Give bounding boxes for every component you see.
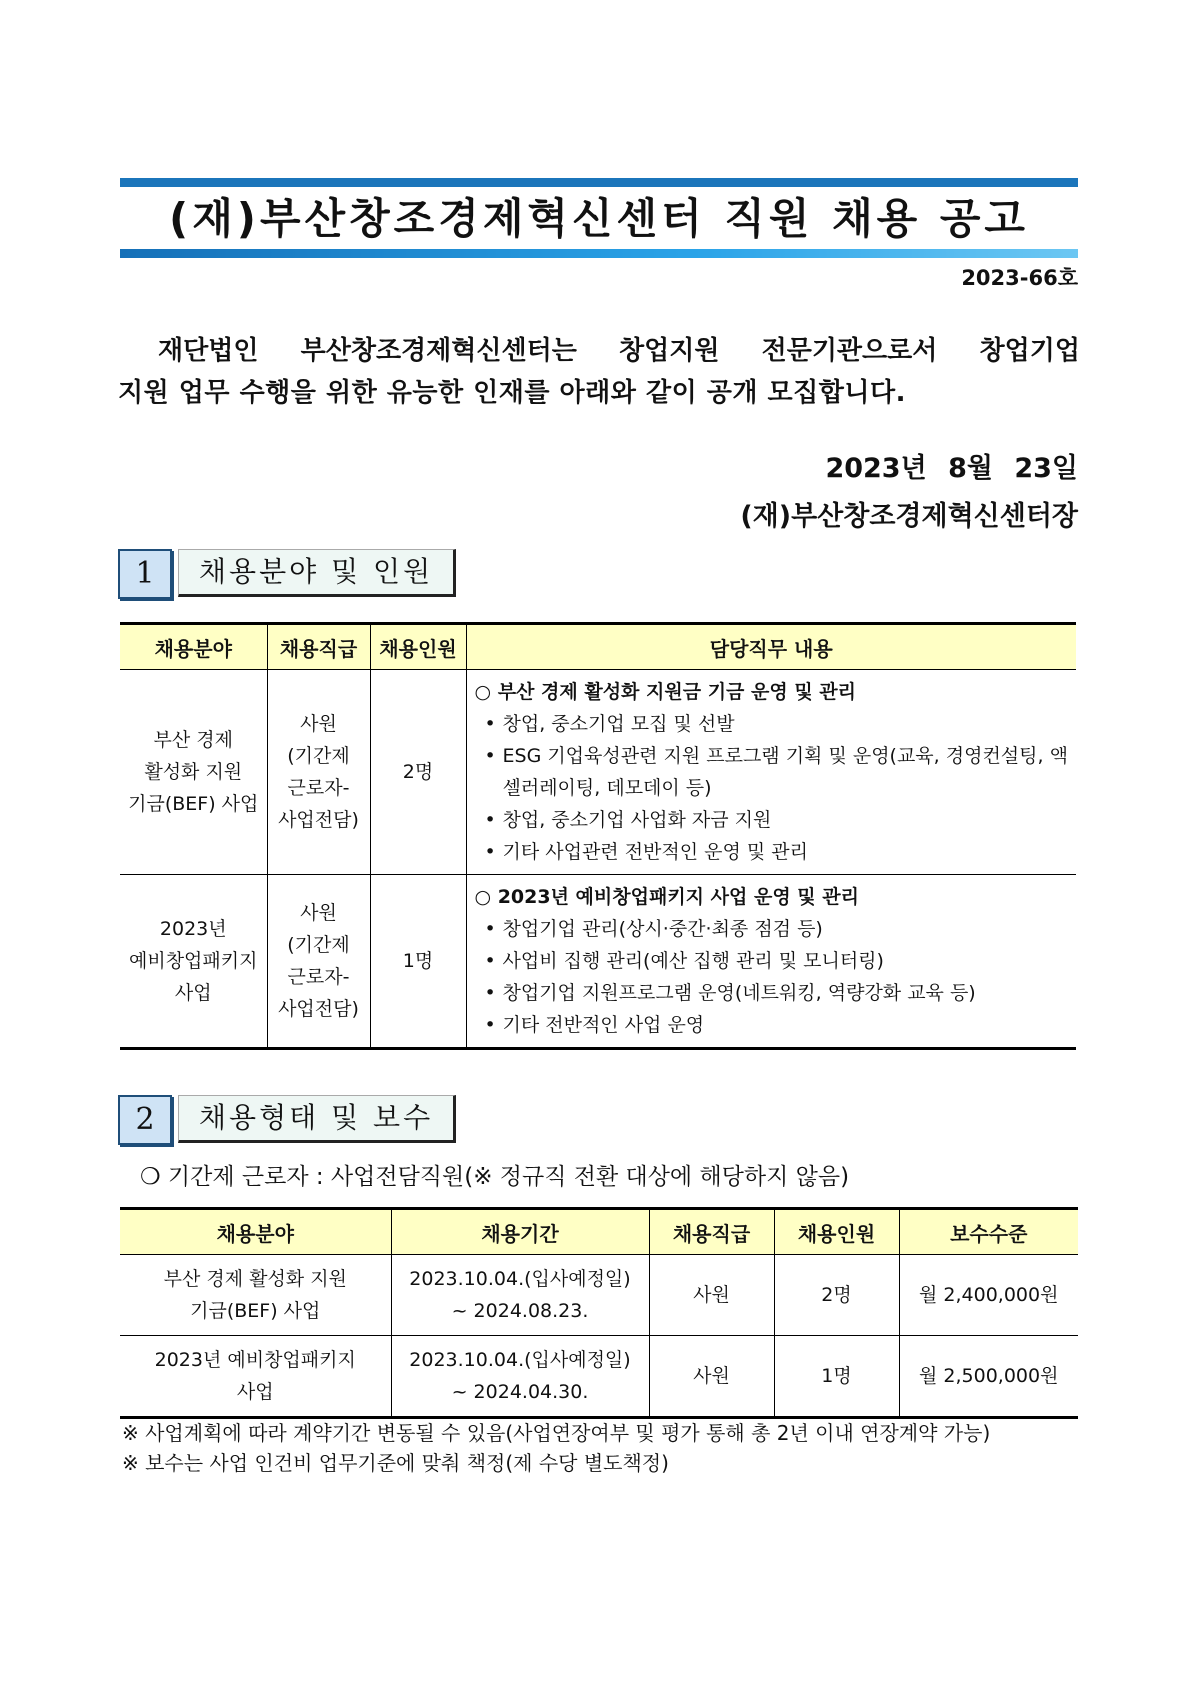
header-salary: 보수수준 bbox=[899, 1209, 1078, 1255]
salary-cell: 월 2,500,000원 bbox=[899, 1336, 1078, 1418]
table-row bbox=[120, 1255, 1078, 1336]
header-count: 채용인원 bbox=[774, 1209, 899, 1255]
note-contract-period: ※ 사업계획에 따라 계약기간 변동될 수 있음(사업연장여부 및 평가 통해 총 2년 이내 연장계약 가능) bbox=[122, 1421, 991, 1445]
page-title: (재)부산창조경제혁신센터 직원 채용 공고 bbox=[169, 194, 1029, 243]
field-cell: 부산 경제 활성화 지원 기금(BEF) 사업 bbox=[120, 670, 267, 875]
employment-type: ❍ 기간제 근로자 : 사업전담직원(※ 정규직 전환 대상에 해당하지 않음) bbox=[140, 1164, 850, 1190]
duty-item: • 창업기업 지원프로그램 운영(네트워킹, 역량강화 교육 등) bbox=[503, 977, 1071, 1009]
count-cell: 2명 bbox=[774, 1255, 899, 1336]
intro-line-1: 재단법인 부산창조경제혁신센터는 창업지원 전문기관으로서 창업기업 bbox=[158, 336, 1080, 366]
count-cell: 1명 bbox=[370, 875, 466, 1049]
table-row bbox=[120, 875, 1076, 1049]
grade-cell: 사원 bbox=[649, 1336, 774, 1418]
header-field: 채용분야 bbox=[120, 1209, 391, 1255]
table-row bbox=[120, 670, 1076, 875]
period-cell: 2023.10.04.(입사예정일) ~ 2024.08.23. bbox=[391, 1255, 649, 1336]
duty-item: • 기타 사업관련 전반적인 운영 및 관리 bbox=[503, 836, 1071, 868]
document-number: 2023-66호 bbox=[961, 266, 1078, 290]
header-period: 채용기간 bbox=[391, 1209, 649, 1255]
header-grade: 채용직급 bbox=[649, 1209, 774, 1255]
grade-cell: 사원 (기간제 근로자- 사업전담) bbox=[267, 875, 370, 1049]
duty-item: • 창업기업 관리(상시·중간·최종 점검 등) bbox=[503, 913, 1071, 945]
issuer: (재)부산창조경제혁신센터장 bbox=[740, 501, 1078, 532]
intro-line-2: 지원 업무 수행을 위한 유능한 인재를 아래와 같이 공개 모집합니다. bbox=[118, 378, 906, 408]
title-bottom-rule bbox=[120, 249, 1078, 258]
grade-cell: 사원 (기간제 근로자- 사업전담) bbox=[267, 670, 370, 875]
duty-item: • 창업, 중소기업 모집 및 선발 bbox=[503, 708, 1071, 740]
field-cell: 부산 경제 활성화 지원 기금(BEF) 사업 bbox=[120, 1255, 391, 1336]
duty-item: • 기타 전반적인 사업 운영 bbox=[503, 1009, 1071, 1041]
section-2-number: 2 bbox=[118, 1095, 172, 1145]
count-cell: 2명 bbox=[370, 670, 466, 875]
recruitment-table bbox=[120, 622, 1076, 1050]
field-cell: 2023년 예비창업패키지 사업 bbox=[120, 875, 267, 1049]
duty-heading: ○ 2023년 예비창업패키지 사업 운영 및 관리 bbox=[474, 886, 859, 908]
period-cell: 2023.10.04.(입사예정일) ~ 2024.04.30. bbox=[391, 1336, 649, 1418]
duty-cell bbox=[466, 670, 1076, 875]
header-count: 채용인원 bbox=[370, 624, 466, 670]
header-field: 채용분야 bbox=[120, 624, 267, 670]
header-duty: 담당직무 내용 bbox=[466, 624, 1076, 670]
duty-item: • 창업, 중소기업 사업화 자금 지원 bbox=[503, 804, 1071, 836]
field-cell: 2023년 예비창업패키지 사업 bbox=[120, 1336, 391, 1418]
section-1-title: 채용분야 및 인원 bbox=[178, 549, 456, 597]
salary-cell: 월 2,400,000원 bbox=[899, 1255, 1078, 1336]
table-row bbox=[120, 1336, 1078, 1418]
count-cell: 1명 bbox=[774, 1336, 899, 1418]
duty-item: • ESG 기업육성관련 지원 프로그램 기획 및 운영(교육, 경영컨설팅, 액셀러레이팅, 데모데이 등) bbox=[503, 740, 1071, 804]
header-grade: 채용직급 bbox=[267, 624, 370, 670]
section-1-number: 1 bbox=[118, 549, 172, 599]
announcement-date: 2023년 8월 23일 bbox=[825, 453, 1078, 484]
table-header-row bbox=[120, 1209, 1078, 1255]
duty-item: • 사업비 집행 관리(예산 집행 관리 및 모니터링) bbox=[503, 945, 1071, 977]
table-header-row bbox=[120, 624, 1076, 670]
duty-cell bbox=[466, 875, 1076, 1049]
note-salary: ※ 보수는 사업 인건비 업무기준에 맞춰 책정(제 수당 별도책정) bbox=[122, 1451, 669, 1475]
duty-heading: ○ 부산 경제 활성화 지원금 기금 운영 및 관리 bbox=[474, 681, 857, 703]
section-2-title: 채용형태 및 보수 bbox=[178, 1095, 456, 1143]
compensation-table bbox=[120, 1207, 1078, 1419]
grade-cell: 사원 bbox=[649, 1255, 774, 1336]
